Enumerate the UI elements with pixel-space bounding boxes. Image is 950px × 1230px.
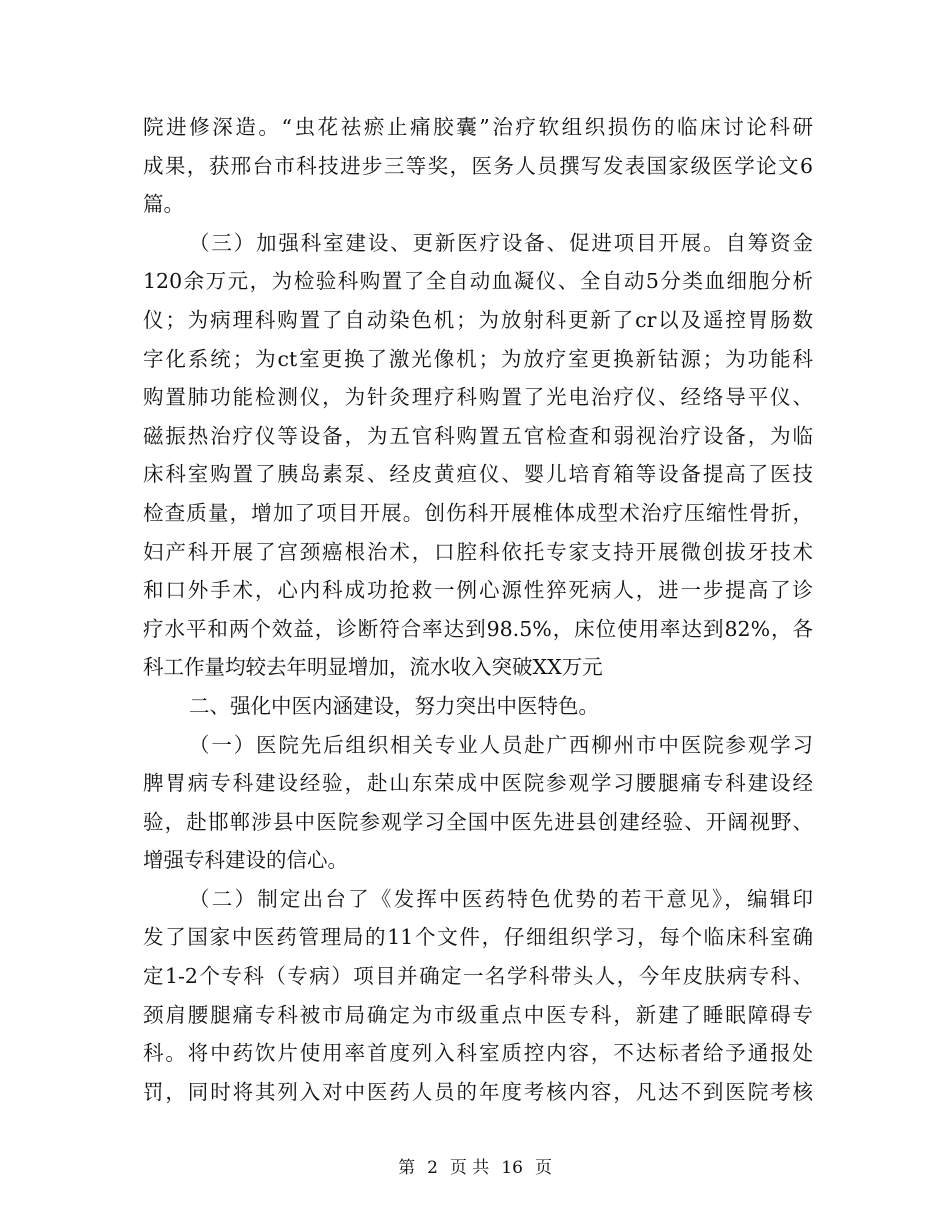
text-line: 院进修深造。“虫花祛瘀止痛胶囊”治疗软组织损伤的临床讨论科研 [143,115,813,139]
page-total: 16 [501,1158,523,1178]
text-line: 磁振热治疗仪等设备，为五官科购置五官检查和弱视治疗设备，为临 [143,423,813,448]
text-line: 验，赴邯郸涉县中医院参观学习全国中医先进县创建经验、开阔视野、 [143,809,813,834]
text-line: 罚，同时将其列入对中医药人员的年度考核内容，凡达不到医院考核 [143,1079,813,1104]
text-line: 脾胃病专科建设经验，赴山东荣成中医院参观学习腰腿痛专科建设经 [143,771,813,796]
subsection-heading-1: （一）医院先后组织相关专业人员赴广西柳州市中医院参观学习 [189,732,813,757]
text-line: 妇产科开展了宫颈癌根治术，口腔科依托专家支持开展微创拔牙技术 [143,539,813,564]
text-line: 成果，获邢台市科技进步三等奖，医务人员撰写发表国家级医学论文6 [143,153,813,178]
page-footer [0,1156,950,1180]
subsection-heading-2: （二）制定出台了《发挥中医药特色优势的若干意见》，编辑印 [189,886,813,911]
text-line: 颈肩腰腿痛专科被市局确定为市级重点中医专科，新建了睡眠障碍专 [143,1002,813,1027]
text-line: 和口外手术，心内科成功抢救一例心源性猝死病人，进一步提高了诊 [143,578,813,603]
text-line: 120余万元，为检验科购置了全自动血凝仪、全自动5分类血细胞分析 [143,269,813,294]
text-line: 床科室购置了胰岛素泵、经皮黄疸仪、婴儿培育箱等设备提高了医技 [143,462,813,487]
page-number: 2 [427,1158,438,1178]
text-line: 购置肺功能检测仪，为针灸理疗科购置了光电治疗仪、经络导平仪、 [143,385,813,410]
text-line: 字化系统；为ct室更换了激光像机；为放疗室更换新钴源；为功能科 [143,346,813,371]
text-line: 科。将中药饮片使用率首度列入科室质控内容，不达标者给予通报处 [143,1041,813,1066]
text-line: 篇。 [143,192,184,217]
text-line: 定1-2个专科（专病）项目并确定一名学科带头人，今年皮肤病专科、 [143,964,813,989]
footer-middle: 页 共 [449,1158,490,1178]
body-text [143,108,813,1111]
text-line: 增强专科建设的信心。 [143,848,348,873]
text-line: 科工作量均较去年明显增加，流水收入突破XX万元 [143,655,603,680]
text-line: 仪；为病理科购置了自动染色机；为放射科更新了cr以及遥控胃肠数 [143,307,813,332]
text-line: 疗水平和两个效益，诊断符合率达到98.5%，床位使用率达到82%，各 [143,616,813,641]
section-heading-2: 二、强化中医内涵建设，努力突出中医特色。 [189,693,599,718]
section-heading-3: （三）加强科室建设、更新医疗设备、促进项目开展。自筹资金 [189,230,813,255]
text-line: 发了国家中医药管理局的11个文件，仔细组织学习，每个临床科室确 [143,925,813,950]
text-line: 检查质量，增加了项目开展。创伤科开展椎体成型术治疗压缩性骨折， [143,500,813,525]
footer-suffix: 页 [534,1158,552,1178]
footer-prefix: 第 [398,1158,416,1178]
